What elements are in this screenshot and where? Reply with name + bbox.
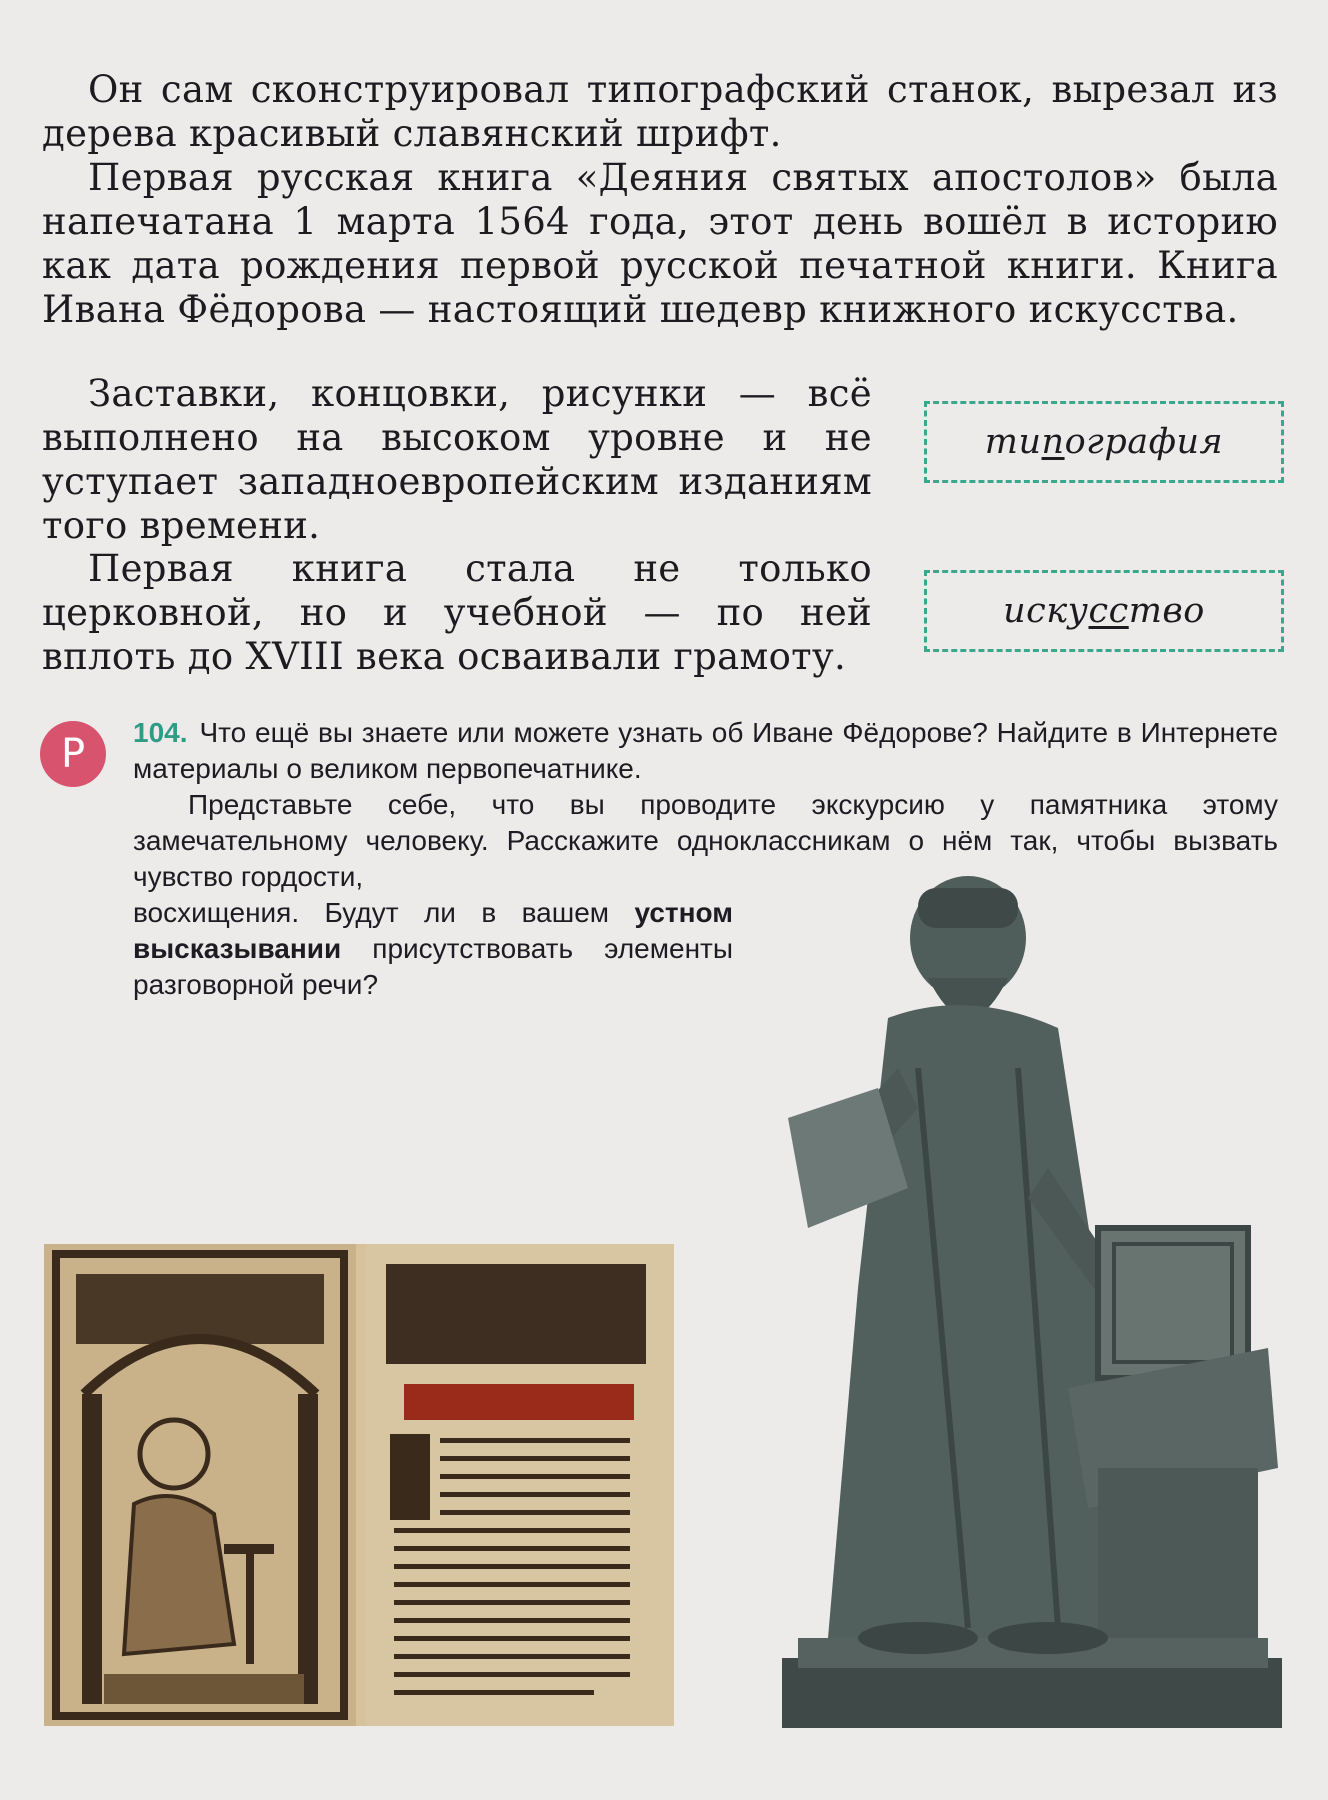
vocab-word-part: тво — [1128, 591, 1205, 631]
vocab-word-underlined: п — [1041, 422, 1065, 462]
exercise-text-3a: восхищения. Будут ли в вашем — [133, 897, 635, 928]
vocab-word-underlined: сс — [1088, 591, 1129, 631]
exercise-text-3b: присутствовать элементы разговорной речи? — [133, 933, 733, 1000]
apostol-book-image — [44, 1244, 674, 1726]
exercise-question — [133, 715, 1278, 787]
paragraph-first-book: Первая русская книга «Деяния святых апостолов» была напечатана 1 марта 1564 года, этот день вошёл в историю как дата рождения первой русской печатной книги. Книга Ивана Фёдорова — настоящий шедевр книжного искусства. — [42, 156, 1278, 331]
vocab-word-part: ти — [984, 422, 1042, 462]
paragraph-decorations: Заставки, концовки, рисунки — всё выполнено на высоком уровне и не уступает западноевропейским изданиям того времени. — [42, 372, 872, 547]
vocab-word-part: ография — [1064, 422, 1224, 462]
vocabulary-word-art — [924, 570, 1284, 652]
paragraph-typography: Он сам сконструировал типографский станок, вырезал из дерева красивый славянский шрифт. — [42, 68, 1278, 155]
paragraph-educational: Первая книга стала не только церковной, но и учебной — по ней вплоть до XVIII века осваивали грамоту. — [42, 547, 872, 678]
exercise-instruction: Представьте себе, что вы проводите экскурсию у памятника этому замечательному человеку. Расскажите одноклассникам о нём так, чтобы вызвать чувство гордости, — [133, 789, 1278, 892]
exercise-term-oral-speech: устном высказывании — [133, 897, 733, 964]
speech-task-badge: Р — [40, 721, 106, 787]
vocab-word-part: иску — [1003, 591, 1089, 631]
vocabulary-word-typography — [924, 401, 1284, 483]
exercise-number: 104. — [133, 717, 188, 748]
fedorov-monument-image — [768, 868, 1288, 1728]
exercise-text-1: Что ещё вы знаете или можете узнать об Иване Фёдорове? Найдите в Интернете материалы о великом первопечатнике. — [133, 717, 1278, 784]
exercise-question-speech — [133, 895, 733, 1003]
